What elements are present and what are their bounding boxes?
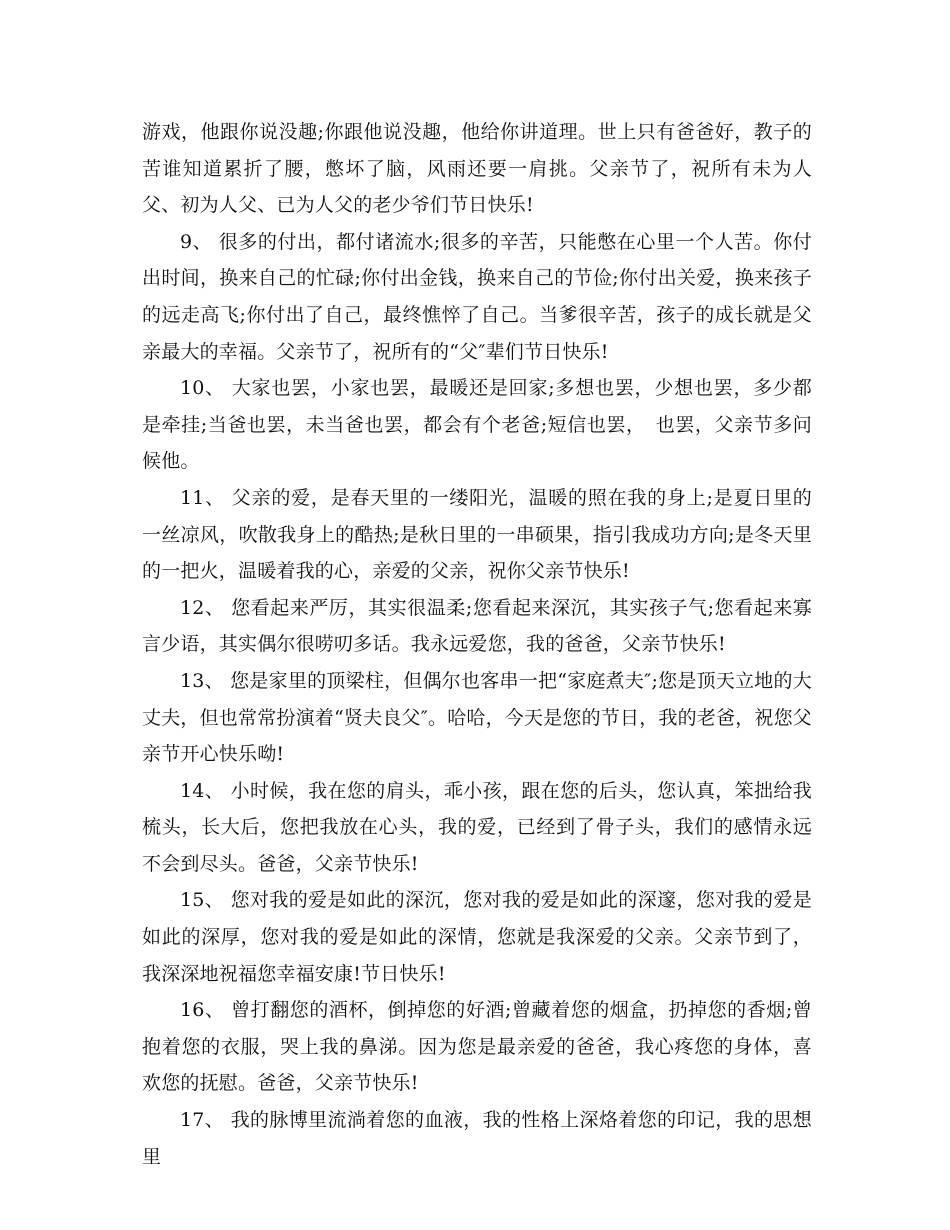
- paragraph-13: 13、 您是家里的顶梁柱，但偶尔也客串一把“家庭煮夫″;您是顶天立地的大丈夫，但也常常扮演着“贤夫良父″。哈哈，今天是您的节日，我的老爸，祝您父亲节开心快乐呦!: [142, 669, 813, 766]
- paragraph-16: 16、 曾打翻您的酒杯，倒掉您的好酒;曾藏着您的烟盒，扔掉您的香烟;曾抱着您的衣服，哭上我的鼻涕。因为您是最亲爱的爸爸，我心疼您的身体，喜欢您的抚慰。爸爸，父亲节快乐!: [142, 999, 812, 1095]
- paragraph-14: 14、 小时候，我在您的肩头，乖小孩，跟在您的后头，您认真，笨拙给我梳头，长大后，您把我放在心头，我的爱，已经到了骨子头，我们的感情永远不会到尽头。爸爸，父亲节快乐!: [142, 779, 812, 875]
- paragraph-10: 10、 大家也罢，小家也罢，最暖还是回家;多想也罢，少想也罢，多少都是牵挂;当爸也罢，未当爸也罢，都会有个老爸;短信也罢， 也罢，父亲节多问候他。: [142, 377, 812, 473]
- document-body: [142, 114, 812, 1175]
- paragraph-17: 17、 我的脉博里流淌着您的血液，我的性格上深烙着您的印记，我的思想里: [142, 1109, 812, 1168]
- paragraph-15: 15、 您对我的爱是如此的深沉，您对我的爱是如此的深邃，您对我的爱是如此的深厚，您对我的爱是如此的深情，您就是我深爱的父亲。父亲节到了，我深深地祝福您幸福安康!节日快乐!: [142, 889, 812, 985]
- paragraph-12: 12、 您看起来严厉，其实很温柔;您看起来深沉，其实孩子气;您看起来寡言少语，其实偶尔很唠叨多话。我永远爱您，我的爸爸，父亲节快乐!: [142, 596, 812, 656]
- paragraph-9: 9、 很多的付出，都付诸流水;很多的辛苦，只能憋在心里一个人苦。你付出时间，换来自己的忙碌;你付出金钱，换来自己的节俭;你付出关爱，换来孩子的远走高飞;你付出了自己，最终憔悴了自己。当爹很辛苦，孩子的成长就是父亲最大的幸福。父亲节了，祝所有的“父″辈们节日快乐!: [142, 230, 812, 363]
- paragraph-continuation: 游戏，他跟你说没趣;你跟他说没趣，他给你讲道理。世上只有爸爸好，教子的苦谁知道累折了腰，憋坏了脑，风雨还要一肩挑。父亲节了，祝所有未为人父、初为人父、已为人父的老少爷们节日快乐!: [142, 121, 812, 217]
- paragraph-11: 11、 父亲的爱，是春天里的一缕阳光，温暖的照在我的身上;是夏日里的一丝凉风，吹散我身上的酷热;是秋日里的一串硕果，指引我成功方向;是冬天里的一把火，温暖着我的心，亲爱的父亲，祝你父亲节快乐!: [142, 486, 812, 583]
